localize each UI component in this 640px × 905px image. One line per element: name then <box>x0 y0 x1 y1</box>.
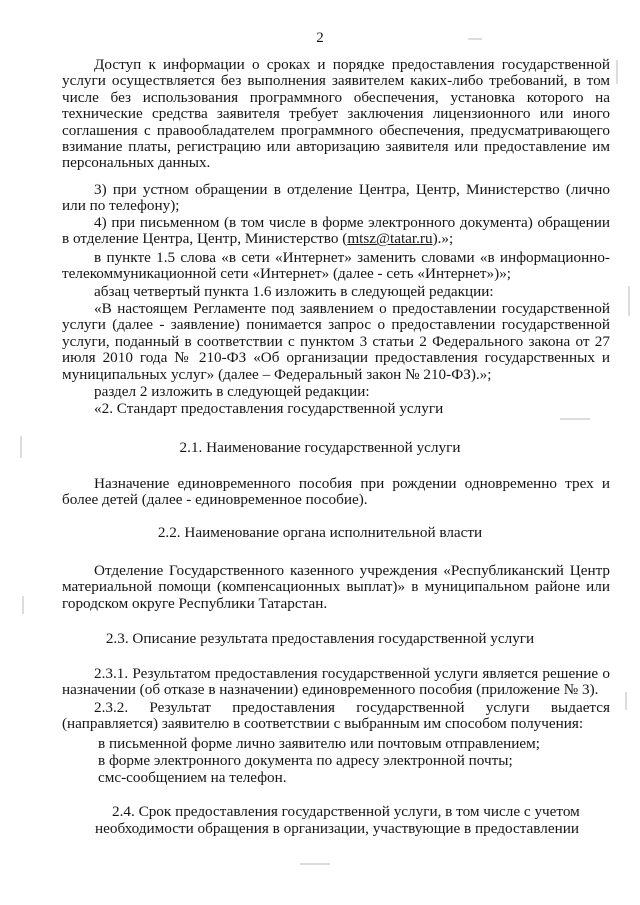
page-number: 2 <box>316 30 324 46</box>
scan-noise <box>560 418 590 420</box>
email-link[interactable]: mtsz@tatar.ru <box>347 230 433 248</box>
text-2-1: Назначение единовременного пособия при рождении одновременно трех и более детей (далее - единовременное пособие). <box>62 475 610 509</box>
paragraph-section-2-intro: раздел 2 изложить в следующей редакции: <box>94 383 370 400</box>
text-2-4-line-1: 2.4. Срок предоставления государственной услуги, в том числе с учетом <box>112 803 580 820</box>
scan-noise <box>616 60 618 84</box>
delivery-option-sms: смс-сообщением на телефон. <box>98 769 287 786</box>
delivery-option-paper: в письменной форме лично заявителю или почтовым отправлением; <box>98 735 540 752</box>
paragraph-application-definition: «В настоящем Регламенте под заявлением о предоставлении государственной услуги (далее - заявление) понимается запрос о предоставлении государственной услуги, поданный в соответствии с пунктом 3 статьи 2 Федерального закона от 27 июля 2010 года № 210-ФЗ «Об организации предоставления государственных и муниципальных услуг» (далее – Федеральный закон № 210-ФЗ).»; <box>62 300 610 383</box>
heading-2-3: 2.3. Описание результата предоставления государственной услуги <box>105 630 535 647</box>
text-2-3-2: 2.3.2. Результат предоставления государственной услуги выдается (направляется) заявителю в соответствии с выбранным им способом получения: <box>62 699 610 733</box>
heading-2-1: 2.1. Наименование государственной услуги <box>179 439 461 456</box>
text-2-2: Отделение Государственного казенного учреждения «Республиканский Центр материальной помощи (компенсационных выплат)» в муниципальном районе или городском округе Республики Татарстан. <box>62 562 610 612</box>
scan-noise <box>628 286 630 316</box>
delivery-option-email: в форме электронного документа по адресу электронной почты; <box>98 752 513 769</box>
heading-2-2: 2.2. Наименование органа исполнительной власти <box>157 524 483 541</box>
text-2-4-line-2: необходимости обращения в организации, участвующие в предоставлении <box>95 820 579 837</box>
scan-noise <box>468 38 482 40</box>
scan-noise <box>20 436 22 458</box>
scan-noise <box>300 863 330 865</box>
paragraph-abzac-1-6: абзац четвертый пункта 1.6 изложить в следующей редакции: <box>94 283 494 300</box>
paragraph-internet-replacement: в пункте 1.5 слова «в сети «Интернет» заменить словами «в информационно-телекоммуникационной сети «Интернет» (далее - сеть «Интернет»)»; <box>62 249 610 283</box>
text-2-3-1: 2.3.1. Результатом предоставления государственной услуги является решение о назначении (об отказе в назначении) единовременного пособия (приложение № 3). <box>62 665 610 699</box>
paragraph-oral-request: 3) при устном обращении в отделение Центра, Центр, Министерство (лично или по телефону); <box>62 181 610 215</box>
written-request-text: 4) при письменном (в том числе в форме электронного документа) обращении в отделение Центра, Центр, Министерство ( <box>62 214 610 248</box>
paragraph-written-request <box>62 215 610 248</box>
scan-noise <box>625 692 627 710</box>
scan-noise <box>22 596 24 614</box>
paragraph-standard-title: «2. Стандарт предоставления государственной услуги <box>94 400 444 417</box>
written-request-end: ).»; <box>432 230 454 248</box>
paragraph-information-access: Доступ к информации о сроках и порядке предоставления государственной услуги осуществляется без выполнения заявителем каких-либо требований, в том числе без использования программного обеспечения, установка которого на технические средства заявителя требует заключения лицензионного или иного соглашения с правообладателем программного обеспечения, предусматривающего взимание платы, регистрацию или авторизацию заявителя или предоставление им персональных данных. <box>62 56 610 172</box>
